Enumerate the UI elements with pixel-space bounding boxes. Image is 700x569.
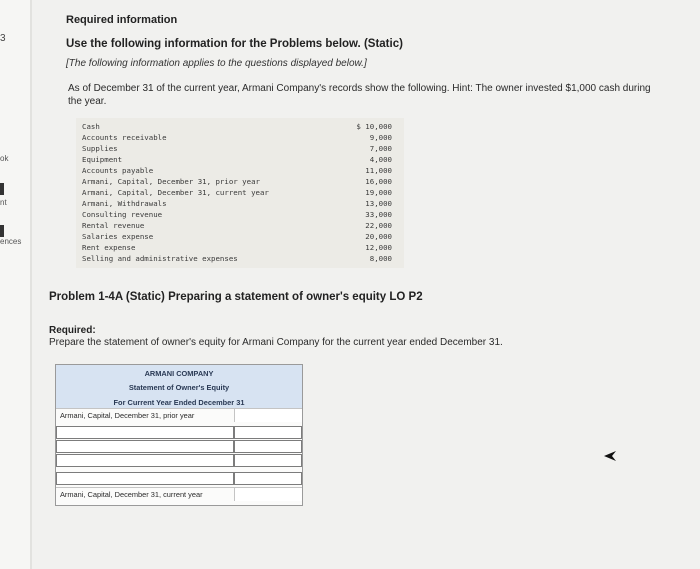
line-item-label-input[interactable] — [56, 426, 234, 439]
statement-row-input — [56, 472, 302, 486]
statement-of-owners-equity-form — [55, 364, 303, 506]
account-name: Selling and administrative expenses — [82, 254, 238, 263]
context-paragraph: As of December 31 of the current year, Armani Company's records show the following. Hint: The owner invested $1,000 cash during the year. — [68, 83, 651, 107]
table-row — [76, 177, 404, 188]
table-row — [76, 155, 404, 166]
statement-row-input — [56, 426, 302, 440]
table-row — [76, 210, 404, 221]
account-name: Rental revenue — [82, 221, 145, 230]
row-label: Armani, Capital, December 31, prior year — [60, 411, 195, 420]
line-item-amount-input[interactable] — [234, 426, 302, 439]
account-name: Salaries expense — [82, 232, 154, 241]
account-name: Armani, Withdrawals — [82, 199, 167, 208]
table-row — [76, 144, 404, 155]
table-row — [76, 232, 404, 243]
account-name: Armani, Capital, December 31, current year — [82, 188, 269, 197]
required-label: Required: — [49, 325, 96, 336]
account-amount: 33,000 — [365, 210, 392, 219]
table-row — [76, 166, 404, 177]
nav-label-ok[interactable]: ok — [0, 154, 9, 163]
account-amount: 20,000 — [365, 232, 392, 241]
table-row — [76, 122, 404, 133]
mouse-cursor-icon — [603, 450, 617, 462]
statement-row-input — [56, 440, 302, 454]
account-amount: 12,000 — [365, 243, 392, 252]
table-row — [76, 221, 404, 232]
account-amount: 8,000 — [369, 254, 392, 263]
applies-note: [The following information applies to the questions displayed below.] — [66, 58, 367, 69]
line-item-label-input[interactable] — [56, 472, 234, 485]
table-row — [76, 243, 404, 254]
account-amount: 19,000 — [365, 188, 392, 197]
account-name: Rent expense — [82, 243, 136, 252]
statement-row-input — [56, 454, 302, 468]
account-name: Accounts payable — [82, 166, 154, 175]
account-name: Consulting revenue — [82, 210, 163, 219]
company-name: ARMANI COMPANY — [144, 369, 214, 378]
account-amount: 11,000 — [365, 166, 392, 175]
statement-header — [56, 365, 302, 409]
line-item-label-input[interactable] — [56, 454, 234, 467]
line-item-label-input[interactable] — [56, 440, 234, 453]
problem-title: Problem 1-4A (Static) Preparing a statement of owner's equity LO P2 — [49, 291, 423, 303]
required-text: Prepare the statement of owner's equity for Armani Company for the current year ended December 31. — [49, 337, 503, 348]
table-row — [76, 254, 404, 265]
line-item-amount-input[interactable] — [234, 454, 302, 467]
row-label: Armani, Capital, December 31, current year — [60, 490, 203, 499]
account-amount: 9,000 — [369, 133, 392, 142]
nav-label-nt[interactable]: nt — [0, 198, 7, 207]
statement-row-ending-capital — [56, 487, 302, 502]
account-name: Cash — [82, 122, 100, 131]
table-row — [76, 199, 404, 210]
account-name: Equipment — [82, 155, 123, 164]
statement-title: Statement of Owner's Equity — [128, 383, 230, 392]
statement-period: For Current Year Ended December 31 — [113, 398, 245, 407]
account-amount: 22,000 — [365, 221, 392, 230]
beginning-capital-amount-input[interactable] — [234, 409, 302, 422]
question-number[interactable]: 3 — [0, 33, 6, 44]
account-name: Supplies — [82, 144, 118, 153]
account-amount: 13,000 — [365, 199, 392, 208]
statement-row-beginning-capital — [56, 408, 302, 423]
account-amount: 7,000 — [369, 144, 392, 153]
account-amount: 4,000 — [369, 155, 392, 164]
nav-label-references[interactable]: ences — [0, 237, 22, 246]
table-row — [76, 133, 404, 144]
account-amount: $ 10,000 — [356, 122, 392, 131]
line-item-amount-input[interactable] — [234, 440, 302, 453]
ending-capital-amount-input[interactable] — [234, 488, 302, 501]
instruction-title: Use the following information for the Problems below. (Static) — [66, 38, 403, 50]
section-heading: Required information — [66, 14, 178, 26]
account-balances-table — [76, 118, 404, 268]
line-item-amount-input[interactable] — [234, 472, 302, 485]
account-name: Armani, Capital, December 31, prior year — [82, 177, 260, 186]
table-row — [76, 188, 404, 199]
account-amount: 16,000 — [365, 177, 392, 186]
account-name: Accounts receivable — [82, 133, 167, 142]
